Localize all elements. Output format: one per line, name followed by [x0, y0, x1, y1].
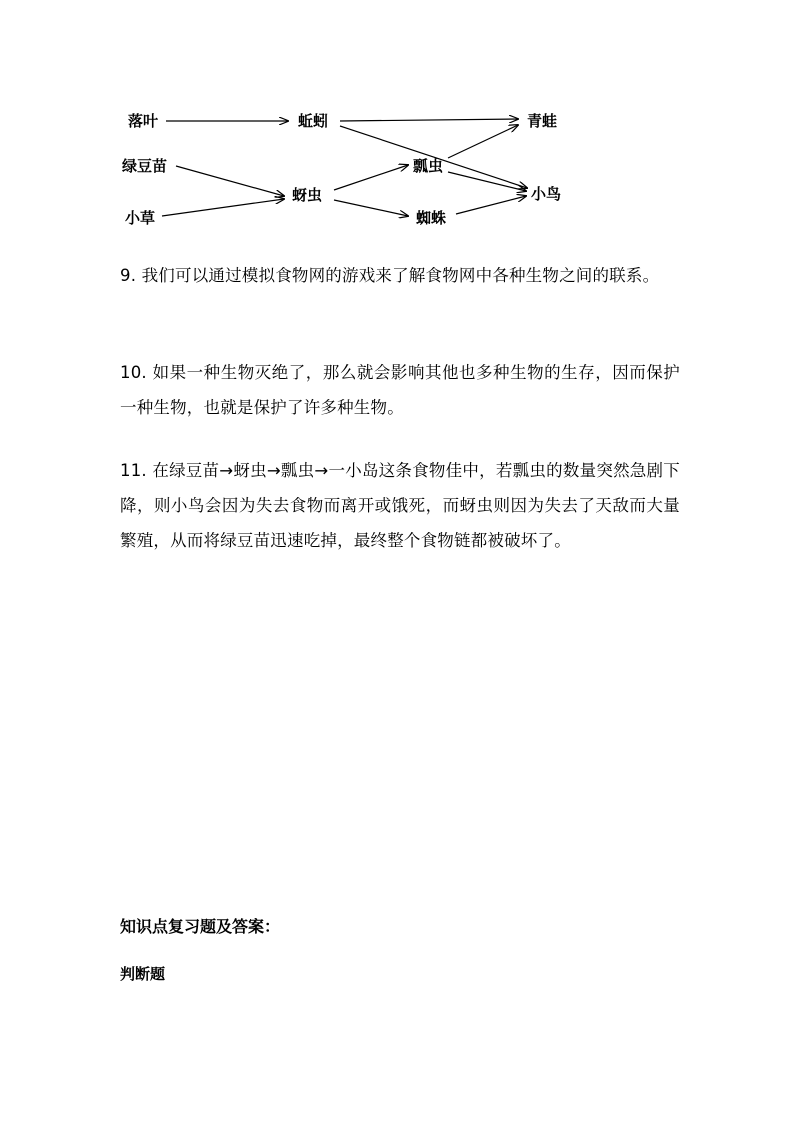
- edge-lvdoumiao-yachong: [176, 166, 284, 196]
- paragraph-9: 9. 我们可以通过模拟食物网的游戏来了解食物网中各种生物之间的联系。: [120, 266, 660, 285]
- node-yachong: 蚜虫: [292, 186, 323, 204]
- paragraph-10: 10. 如果一种生物灭绝了，那么就会影响其他也多种生物的生存，因而保护一种生物，也就是保护了许多种生物。: [120, 363, 680, 417]
- node-zhizhu: 蜘蛛: [416, 209, 447, 227]
- node-qiuyin: 蚯蚓: [298, 112, 329, 130]
- edge-piaochong-qingwa: [448, 125, 518, 158]
- node-qingwa: 青蛙: [527, 112, 558, 130]
- edge-yachong-piaochong: [334, 165, 408, 190]
- node-lvdoumiao: 绿豆苗: [122, 157, 168, 175]
- edge-yachong-zhizhu: [334, 200, 408, 216]
- paragraph-11: 11. 在绿豆苗→蚜虫→瓢虫→一小岛这条食物佳中，若瓢虫的数量突然急剧下降，则小鸟会因为失去食物而离开或饿死，而蚜虫则因为失去了天敌而大量繁殖，从而将绿豆苗迅速吃掉，最终整个食物链都被破坏了。: [120, 461, 680, 550]
- node-luoye: 落叶: [128, 112, 159, 130]
- edge-zhizhu-xiaoniao: [456, 196, 526, 214]
- food-web-diagram: [0, 0, 794, 240]
- section-heading: 知识点复习题及答案：: [120, 917, 281, 936]
- subsection-heading: 判断题: [120, 965, 166, 983]
- node-xiaocao: 小草: [125, 209, 156, 227]
- node-xiaoniao: 小鸟: [531, 185, 562, 203]
- edge-xiaocao-yachong: [162, 199, 284, 216]
- node-piaochong: 瓢虫: [413, 157, 444, 175]
- edge-qiuyin-qingwa: [340, 119, 518, 121]
